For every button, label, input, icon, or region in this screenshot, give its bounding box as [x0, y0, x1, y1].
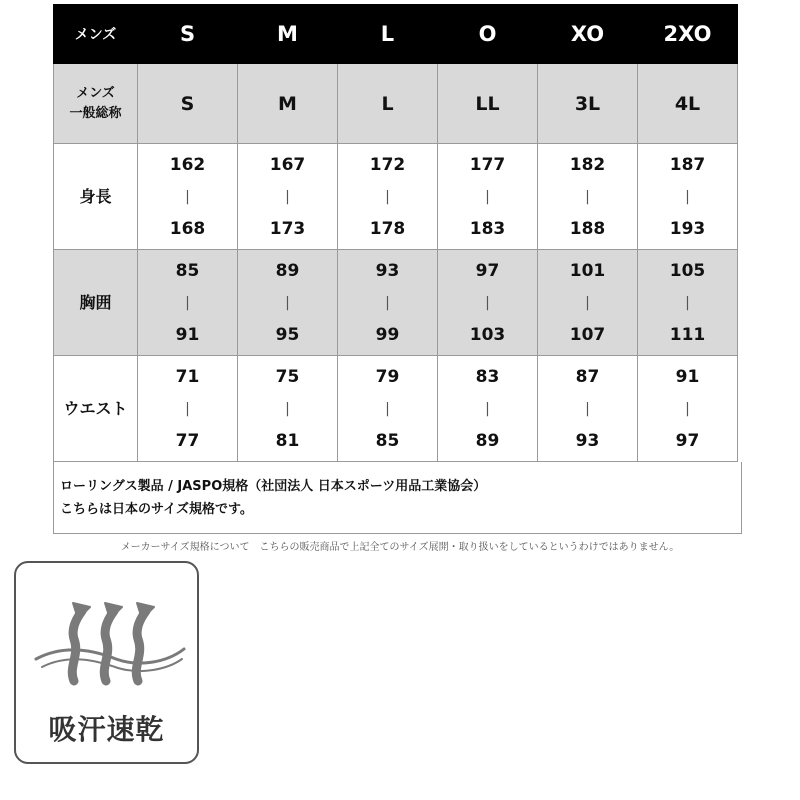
range-separator: | — [285, 294, 290, 311]
height-min-value: 162 — [169, 154, 206, 175]
height-max-value: 188 — [569, 218, 606, 239]
waist-min-value: 71 — [175, 366, 200, 387]
height-label: 身長 — [54, 144, 138, 250]
height-min-value: 167 — [269, 154, 306, 175]
chest-range-cell — [338, 250, 438, 356]
waist-range-cell — [438, 356, 538, 462]
chest-min-value: 105 — [669, 260, 706, 281]
size-chart-table — [53, 4, 738, 462]
range-separator: | — [285, 400, 290, 417]
waist-min-value: 91 — [675, 366, 700, 387]
general-size-cell: L — [338, 64, 438, 144]
header-size: O — [438, 5, 538, 64]
waist-min-value: 87 — [575, 366, 600, 387]
waist-label: ウエスト — [54, 356, 138, 462]
height-min-value: 187 — [669, 154, 706, 175]
moisture-wicking-icon — [16, 563, 197, 713]
range-separator: | — [585, 400, 590, 417]
general-size-cell: 4L — [638, 64, 738, 144]
chest-range-cell — [438, 250, 538, 356]
chest-range-cell — [638, 250, 738, 356]
range-separator: | — [585, 188, 590, 205]
range-separator: | — [685, 400, 690, 417]
header-size: M — [238, 5, 338, 64]
general-size-label — [54, 64, 138, 144]
note-line-1: ローリングス製品 / JASPO規格（社団法人 日本スポーツ用品工業協会） — [60, 479, 487, 494]
range-separator: | — [485, 294, 490, 311]
chest-max-value: 107 — [569, 324, 606, 345]
range-separator: | — [385, 400, 390, 417]
height-range-cell — [638, 144, 738, 250]
waist-range-cell — [238, 356, 338, 462]
chest-max-value: 91 — [175, 324, 200, 345]
waist-range-cell — [538, 356, 638, 462]
range-separator: | — [185, 188, 190, 205]
feature-badge — [14, 561, 199, 764]
height-max-value: 193 — [669, 218, 706, 239]
waist-range-cell — [638, 356, 738, 462]
waist-max-value: 97 — [675, 430, 700, 451]
height-range-cell — [338, 144, 438, 250]
header-size: L — [338, 5, 438, 64]
general-size-label-line1: メンズ — [76, 85, 115, 101]
chest-min-value: 85 — [175, 260, 200, 281]
waist-max-value: 77 — [175, 430, 200, 451]
waist-min-value: 75 — [275, 366, 300, 387]
waist-range-cell — [138, 356, 238, 462]
waist-min-value: 83 — [475, 366, 500, 387]
note-line-2: こちらは日本のサイズ規格です。 — [60, 502, 253, 517]
chest-min-value: 101 — [569, 260, 606, 281]
height-range-cell — [138, 144, 238, 250]
range-separator: | — [185, 400, 190, 417]
chest-row — [54, 250, 738, 356]
height-min-value: 182 — [569, 154, 606, 175]
waist-min-value: 79 — [375, 366, 400, 387]
general-size-cell: 3L — [538, 64, 638, 144]
height-min-value: 172 — [369, 154, 406, 175]
height-max-value: 173 — [269, 218, 306, 239]
range-separator: | — [385, 294, 390, 311]
general-size-row — [54, 64, 738, 144]
height-range-cell — [238, 144, 338, 250]
height-min-value: 177 — [469, 154, 506, 175]
chest-label: 胸囲 — [54, 250, 138, 356]
chest-max-value: 95 — [275, 324, 300, 345]
range-separator: | — [485, 400, 490, 417]
header-size: XO — [538, 5, 638, 64]
waist-max-value: 93 — [575, 430, 600, 451]
size-standard-note — [53, 462, 742, 534]
waist-range-cell — [338, 356, 438, 462]
chest-min-value: 93 — [375, 260, 400, 281]
range-separator: | — [285, 188, 290, 205]
badge-label: 吸汗速乾 — [48, 713, 165, 746]
chest-max-value: 103 — [469, 324, 506, 345]
range-separator: | — [385, 188, 390, 205]
height-row — [54, 144, 738, 250]
range-separator: | — [685, 188, 690, 205]
range-separator: | — [485, 188, 490, 205]
range-separator: | — [185, 294, 190, 311]
height-max-value: 178 — [369, 218, 406, 239]
header-size: S — [138, 5, 238, 64]
height-range-cell — [538, 144, 638, 250]
chest-range-cell — [538, 250, 638, 356]
range-separator: | — [685, 294, 690, 311]
height-range-cell — [438, 144, 538, 250]
header-label: メンズ — [54, 5, 138, 64]
waist-row — [54, 356, 738, 462]
waist-max-value: 85 — [375, 430, 400, 451]
height-max-value: 168 — [169, 218, 206, 239]
table-header-row — [54, 5, 738, 64]
chest-range-cell — [138, 250, 238, 356]
chest-min-value: 97 — [475, 260, 500, 281]
chest-min-value: 89 — [275, 260, 300, 281]
range-separator: | — [585, 294, 590, 311]
waist-max-value: 81 — [275, 430, 300, 451]
general-size-label-line2: 一般総称 — [69, 105, 122, 121]
waist-max-value: 89 — [475, 430, 500, 451]
header-size: 2XO — [638, 5, 738, 64]
general-size-cell: M — [238, 64, 338, 144]
disclaimer-text: メーカーサイズ規格について こちらの販売商品で上記全てのサイズ展開・取り扱いをしているというわけではありません。 — [120, 542, 680, 553]
chest-max-value: 111 — [669, 324, 706, 345]
general-size-cell: S — [138, 64, 238, 144]
general-size-cell: LL — [438, 64, 538, 144]
chest-range-cell — [238, 250, 338, 356]
chest-max-value: 99 — [375, 324, 400, 345]
height-max-value: 183 — [469, 218, 506, 239]
